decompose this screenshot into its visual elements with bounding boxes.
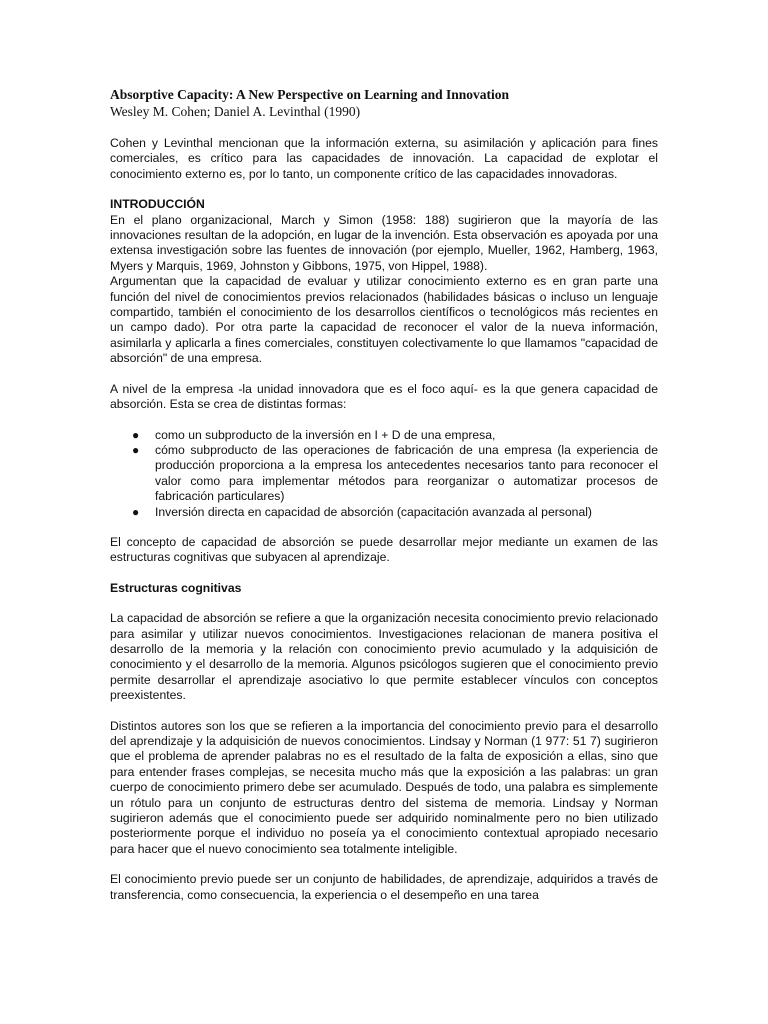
bullet-icon: ●: [132, 504, 140, 519]
list-item: [110, 505, 658, 520]
body-paragraph: En el plano organizacional, March y Simon (1958: 188) sugirieron que la mayoría de las innovaciones resultan de la adopción, en lugar de la invención. Esta observación es apoyada por una extensa investigación sobre las fuentes de innovación (por ejemplo, Mueller, 1962, Hamberg, 1963, Myers y Marquis, 1969, Johnston y Gibbons, 1975, von Hippel, 1988).: [110, 212, 658, 273]
list-item: [110, 428, 658, 443]
section-heading-estructuras-cognitivas: Estructuras cognitivas: [110, 580, 242, 595]
document-page: [110, 86, 658, 903]
body-paragraph: A nivel de la empresa -la unidad innovadora que es el foco aquí- es la que genera capacidad de absorción. Esta se crea de distintas formas:: [110, 381, 658, 412]
list-item-text: Inversión directa en capacidad de absorción (capacitación avanzada al personal): [155, 504, 592, 519]
body-paragraph: El concepto de capacidad de absorción se puede desarrollar mejor mediante un examen de las estructuras cognitivas que subyacen al aprendizaje.: [110, 534, 658, 565]
document-authors: Wesley M. Cohen; Daniel A. Levinthal (1990): [110, 104, 361, 119]
body-paragraph: Argumentan que la capacidad de evaluar y utilizar conocimiento externo es en gran parte una función del nivel de conocimientos previos relacionados (habilidades básicas o incluso un lenguaje compartido, también el conocimiento de los desarrollos científicos o tecnológicos más recientes en un campo dado). Por otra parte la capacidad de reconocer el valor de la nueva información, asimilarla y aplicarla a fines comerciales, constituyen colectivamente lo que llamamos "capacidad de absorción" de una empresa.: [110, 274, 658, 366]
body-paragraph: La capacidad de absorción se refiere a que la organización necesita conocimiento previo relacionado para asimilar y utilizar nuevos conocimientos. Investigaciones relacionan de manera positiva el desarrollo de la memoria y la relación con conocimiento previo acumulado y la adquisición de conocimiento y el desarrollo de la memoria. Algunos psicólogos sugieren que el conocimiento previo permite desarrollar el aprendizaje asociativo lo que permite establecer vínculos con conceptos preexistentes.: [110, 611, 658, 703]
list-item-text: como un subproducto de la inversión en I + D de una empresa,: [155, 427, 496, 442]
section-heading-introduccion: INTRODUCCIÓN: [110, 197, 205, 212]
body-paragraph: Distintos autores son los que se refieren a la importancia del conocimiento previo para el desarrollo del aprendizaje y la adquisición de nuevos conocimientos. Lindsay y Norman (1 977: 51 7) sugirieron que el problema de aprender palabras no es el resultado de la falta de exposición a ellas, sino que para entender frases complejas, se necesita mucho más que la exposición a las palabras: un gran cuerpo de conocimiento primero debe ser acumulado. Después de todo, una palabra es simplemente un rótulo para un conjunto de estructuras dentro del sistema de memoria. Lindsay y Norman sugirieron además que el conocimiento puede ser adquirido nominalmente pero no bien utilizado posteriormente porque el individuo no poseía ya el conocimiento contextual apropiado necesario para hacer que el nuevo conocimiento sea totalmente inteligible.: [110, 718, 658, 856]
list-item-text: cómo subproducto de las operaciones de fabricación de una empresa (la experiencia de producción proporciona a la empresa los antecedentes necesarios tanto para reconocer el valor como para implementar métodos para reorganizar o automatizar procesos de fabricación particulares): [155, 442, 658, 504]
list-item: [110, 443, 658, 505]
document-title: Absorptive Capacity: A New Perspective on Learning and Innovation: [110, 87, 510, 102]
intro-paragraph: Cohen y Levinthal mencionan que la información externa, su asimilación y aplicación para fines comerciales, es crítico para las capacidades de innovación. La capacidad de explotar el conocimiento externo es, por lo tanto, un componente crítico de las capacidades innovadoras.: [110, 136, 658, 181]
bullet-icon: ●: [132, 442, 140, 457]
body-paragraph: El conocimiento previo puede ser un conjunto de habilidades, de aprendizaje, adquiridos a través de transferencia, como consecuencia, la experiencia o el desempeño en una tarea: [110, 872, 658, 902]
bullet-icon: ●: [132, 427, 140, 442]
bullet-list: [110, 428, 658, 520]
